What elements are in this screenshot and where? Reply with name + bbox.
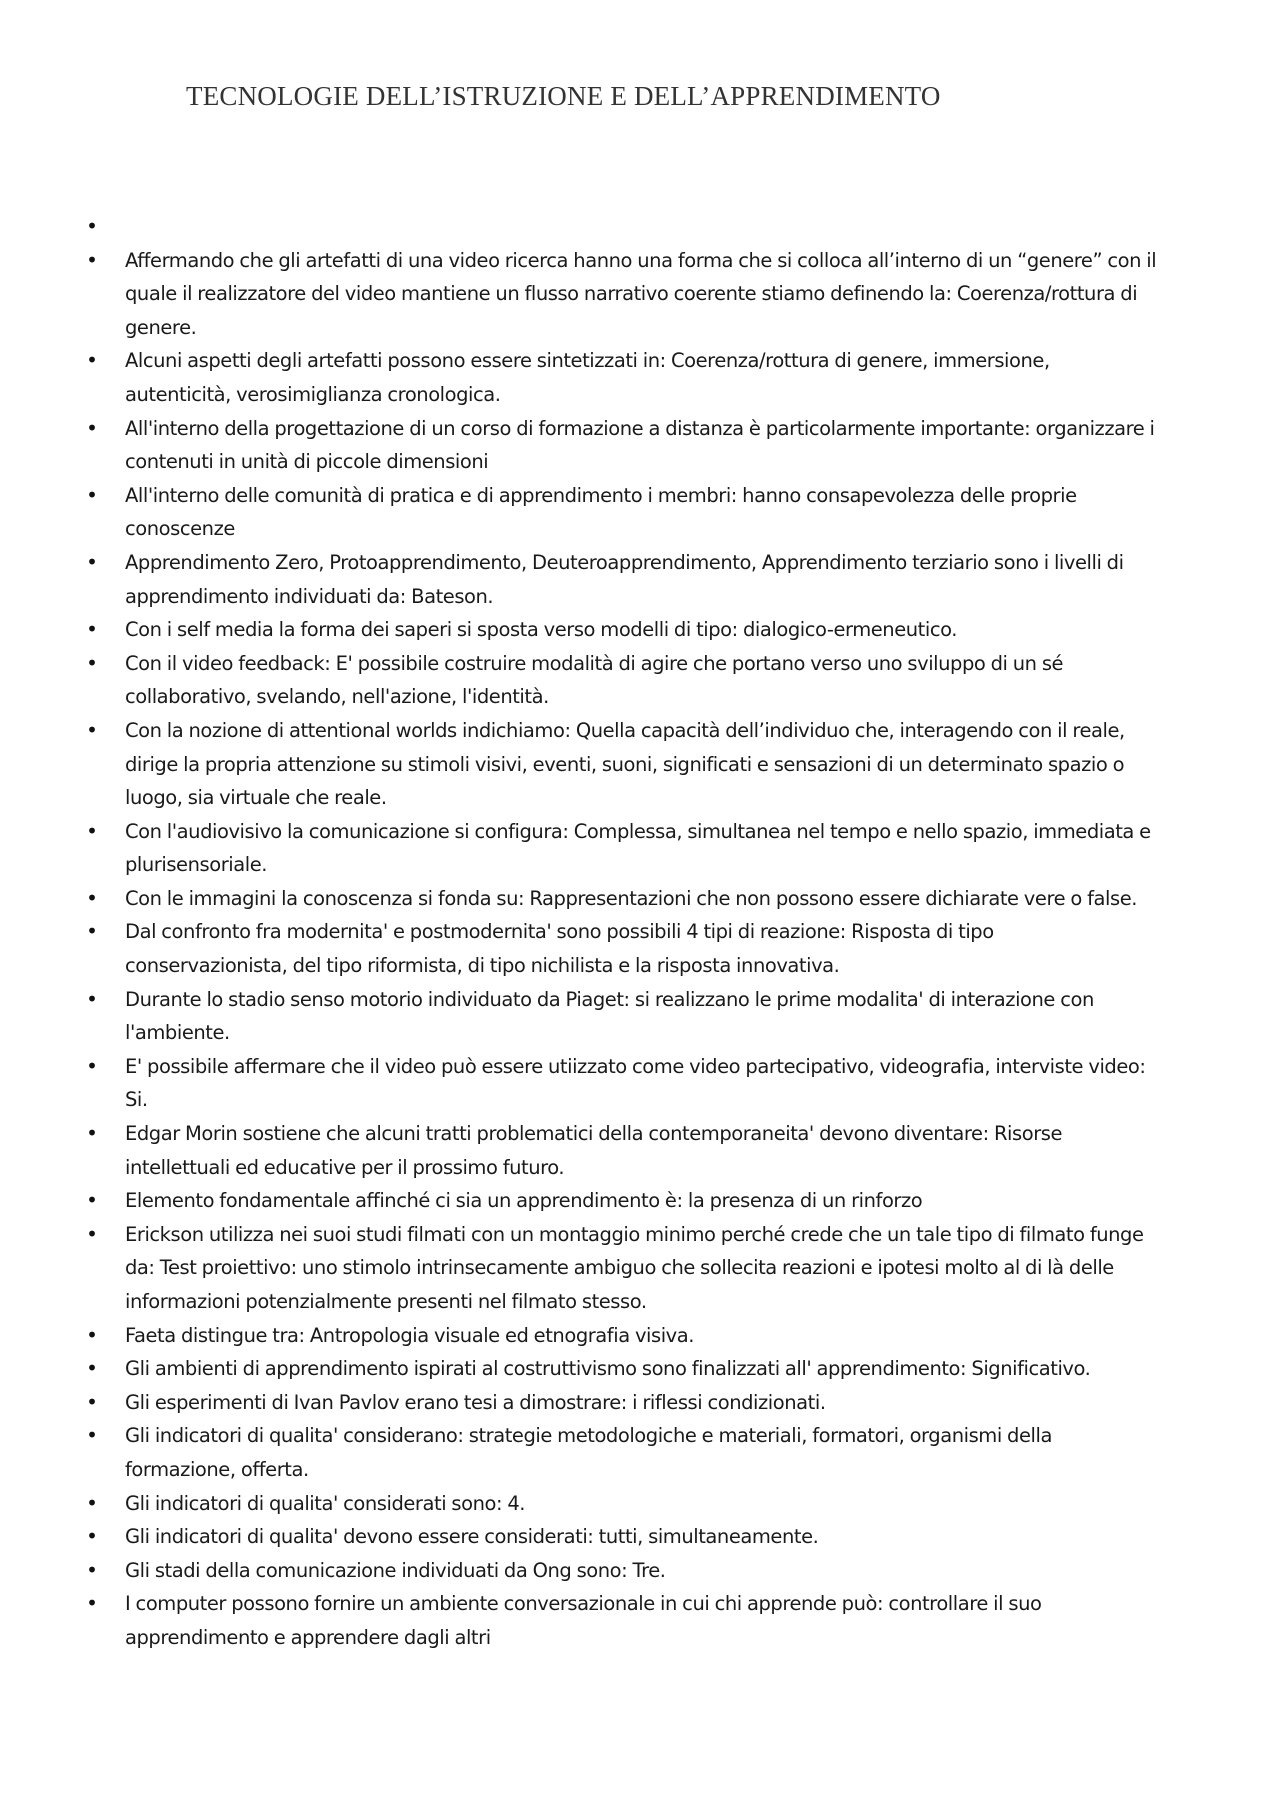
list-item — [0, 1587, 1280, 1654]
list-item — [0, 1520, 1280, 1554]
list-item-text: Gli esperimenti di Ivan Pavlov erano tesi a dimostrare: i riflessi condizionati. — [125, 1390, 826, 1414]
list-item — [0, 1319, 1280, 1353]
bullet-icon: • — [86, 1221, 98, 1246]
list-item — [0, 1184, 1280, 1218]
list-item-text: Edgar Morin sostiene che alcuni tratti problematici della contemporaneita' devono diventare: Risorse intellettuali ed educative per il prossimo futuro. — [125, 1122, 1063, 1179]
bullet-icon: • — [86, 247, 98, 272]
bullet-icon: • — [86, 717, 98, 742]
bullet-icon: • — [86, 919, 98, 944]
bullet-icon: • — [86, 1322, 98, 1347]
bullet-icon: • — [86, 1389, 98, 1414]
list-item — [0, 1117, 1280, 1184]
list-item-text: Gli stadi della comunicazione individuati da Ong sono: Tre. — [125, 1558, 666, 1582]
bullet-icon: • — [86, 1053, 98, 1078]
bullet-icon: • — [86, 549, 98, 574]
list-item-text: Gli indicatori di qualita' considerati sono: 4. — [125, 1491, 526, 1515]
list-item — [0, 882, 1280, 916]
list-item — [0, 412, 1280, 479]
bullet-icon: • — [86, 1423, 98, 1448]
list-item — [0, 1218, 1280, 1319]
list-item-text: Affermando che gli artefatti di una video ricerca hanno una forma che si colloca all’interno di un “genere” con il quale il realizzatore del video mantiene un flusso narrativo coerente stiamo definendo la: Coerenza/rottura di genere. — [125, 248, 1157, 339]
list-item — [0, 1050, 1280, 1117]
list-item-text: All'interno della progettazione di un corso di formazione a distanza è particolarmente importante: organizzare i contenuti in unità di piccole dimensioni — [125, 416, 1155, 474]
list-item — [0, 1419, 1280, 1486]
list-item — [0, 647, 1280, 714]
bullet-icon: • — [86, 1356, 98, 1381]
list-item — [0, 1352, 1280, 1386]
qa-list — [0, 210, 1280, 1655]
list-item — [0, 210, 1280, 244]
list-item-text: Con le immagini la conoscenza si fonda su: Rappresentazioni che non possono essere dichiarate vere o false. — [125, 886, 1137, 910]
list-item — [0, 815, 1280, 882]
list-item-text: All'interno delle comunità di pratica e di apprendimento i membri: hanno consapevolezza delle proprie conoscenze — [125, 483, 1077, 541]
list-item-text: Gli indicatori di qualita' considerano: strategie metodologiche e materiali, formatori, organismi della formazione, offerta. — [125, 1424, 1052, 1481]
bullet-icon: • — [86, 415, 98, 440]
bullet-icon: • — [86, 482, 98, 507]
bullet-icon: • — [86, 1524, 98, 1549]
list-item — [0, 1487, 1280, 1521]
list-item-text: Gli ambienti di apprendimento ispirati al costruttivismo sono finalizzati all' apprendimento: Significativo. — [125, 1357, 1091, 1381]
list-item-text: Faeta distingue tra: Antropologia visuale ed etnografia visiva. — [125, 1323, 695, 1347]
list-item-text: Durante lo stadio senso motorio individuato da Piaget: si realizzano le prime modalita' di interazione con l'ambiente. — [125, 987, 1094, 1045]
list-item-text: Con il video feedback: E' possibile costruire modalità di agire che portano verso uno sviluppo di un sé collaborativo, svelando, nell'azione, l'identità. — [125, 651, 1064, 709]
bullet-icon: • — [86, 1121, 98, 1146]
list-item — [0, 344, 1280, 411]
bullet-icon: • — [86, 1557, 98, 1582]
bullet-icon: • — [86, 1591, 98, 1616]
list-item — [0, 915, 1280, 982]
list-item — [0, 714, 1280, 815]
list-item — [0, 1554, 1280, 1588]
document-title: TECNOLOGIE DELL’ISTRUZIONE E DELL’APPRENDIMENTO — [186, 81, 941, 111]
list-item-text: E' possibile affermare che il video può essere utiizzato come video partecipativo, videografia, interviste video: Si. — [125, 1054, 1146, 1112]
list-item-text: Gli indicatori di qualita' devono essere considerati: tutti, simultaneamente. — [125, 1525, 819, 1549]
list-item-text: Elemento fondamentale affinché ci sia un apprendimento è: la presenza di un rinforzo — [125, 1189, 923, 1213]
list-item — [0, 613, 1280, 647]
list-item — [0, 479, 1280, 546]
list-item — [0, 546, 1280, 613]
bullet-icon: • — [86, 818, 98, 843]
bullet-icon: • — [86, 1188, 98, 1213]
bullet-icon: • — [86, 214, 98, 238]
bullet-icon: • — [86, 885, 98, 910]
list-item-text: Con i self media la forma dei saperi si sposta verso modelli di tipo: dialogico-ermeneutico. — [125, 618, 957, 642]
list-item-text: Con la nozione di attentional worlds indichiamo: Quella capacità dell’individuo che, interagendo con il reale, dirige la propria attenzione su stimoli visivi, eventi, suoni, significati e sensazioni di un determinato spazio o luogo, sia virtuale che reale. — [125, 718, 1125, 810]
list-item-text: Alcuni aspetti degli artefatti possono essere sintetizzati in: Coerenza/rottura di genere, immersione, autenticità, verosimiglianza cronologica. — [125, 349, 1050, 406]
list-item — [0, 1386, 1280, 1420]
bullet-icon: • — [86, 986, 98, 1011]
list-item-text: Apprendimento Zero, Protoapprendimento, Deuteroapprendimento, Apprendimento terziario sono i livelli di apprendimento individuati da: Bateson. — [125, 550, 1124, 608]
bullet-icon: • — [86, 348, 98, 373]
list-item-text: Dal confronto fra modernita' e postmodernita' sono possibili 4 tipi di reazione: Risposta di tipo conservazionista, del tipo riformista, di tipo nichilista e la risposta innovativa. — [125, 920, 994, 978]
list-item — [0, 244, 1280, 345]
bullet-icon: • — [86, 1490, 98, 1515]
list-item-text: Erickson utilizza nei suoi studi filmati con un montaggio minimo perché crede che un tale tipo di filmato funge da: Test proiettivo: uno stimolo intrinsecamente ambiguo che sollecita reazioni e ipotesi molto al di là delle informazioni potenzialmente presenti nel filmato stesso. — [125, 1222, 1144, 1313]
bullet-icon: • — [86, 650, 98, 675]
bullet-icon: • — [86, 617, 98, 642]
list-item-text: Con l'audiovisivo la comunicazione si configura: Complessa, simultanea nel tempo e nello spazio, immediata e plurisensoriale. — [125, 819, 1151, 877]
list-item-text: I computer possono fornire un ambiente conversazionale in cui chi apprende può: controllare il suo apprendimento e apprendere dagli altri — [125, 1592, 1042, 1649]
list-item — [0, 983, 1280, 1050]
